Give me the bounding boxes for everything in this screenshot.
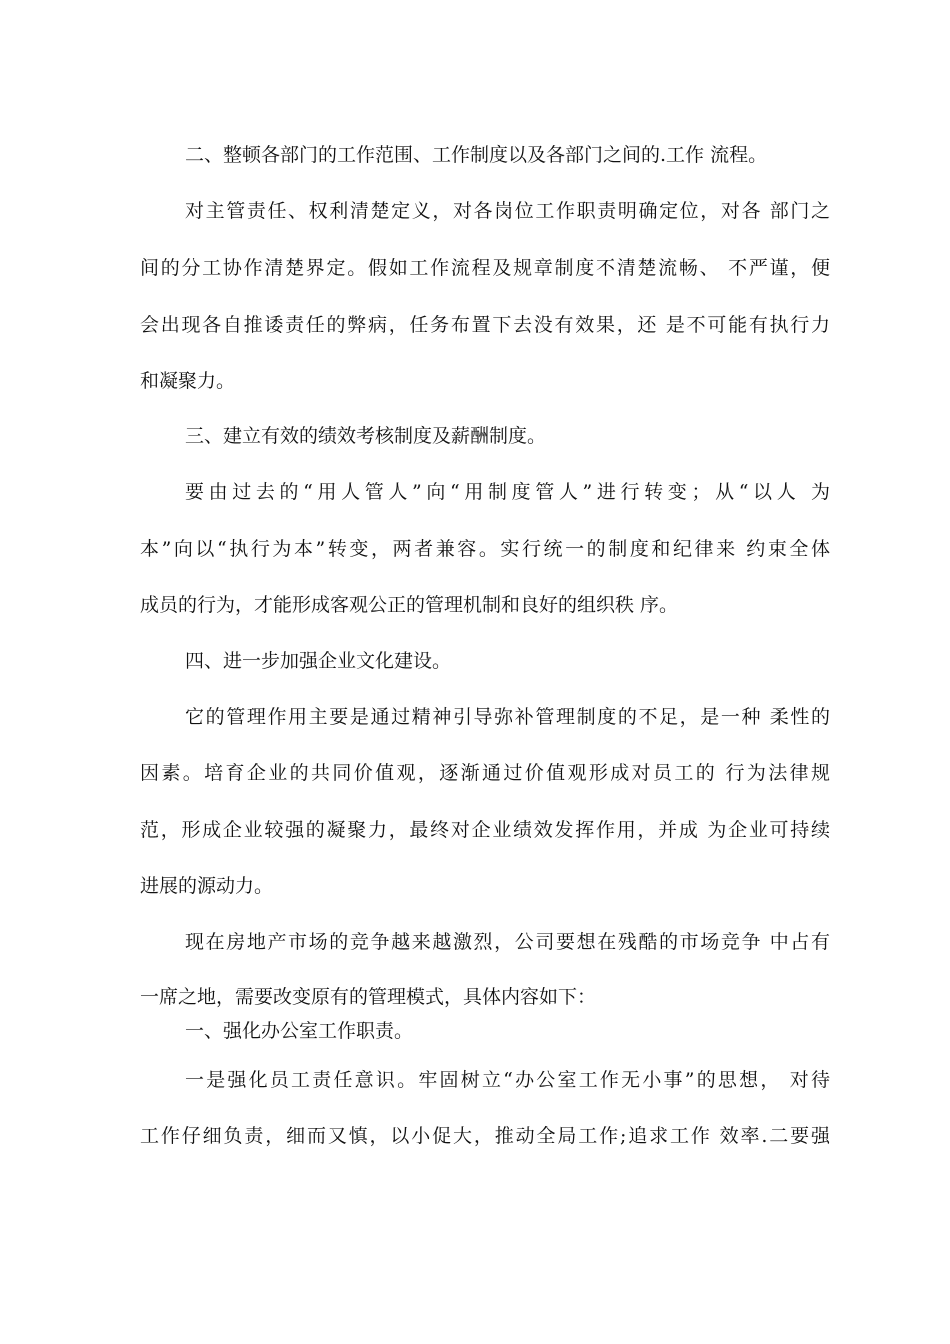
heading-1: 一、强化办公室工作职责。 xyxy=(185,1020,414,1042)
heading-4: 四、进一步加强企业文化建设。 xyxy=(185,650,452,672)
paragraph-line: 工作仔细负责，细而又慎，以小促大，推动全局工作;追求工作 效率.二要强 xyxy=(140,1125,830,1147)
paragraph-line: 现在房地产市场的竞争越来越激烈，公司要想在残酷的市场竞争 中占有 xyxy=(185,931,830,953)
paragraph-line: 范，形成企业较强的凝聚力，最终对企业绩效发挥作用，并成 为企业可持续 xyxy=(140,819,830,841)
paragraph-line: 对主管责任、权利清楚定义，对各岗位工作职责明确定位，对各 部门之 xyxy=(185,200,830,222)
paragraph-line: 会出现各自推诿责任的弊病，任务布置下去没有效果，还 是不可能有执行力 xyxy=(140,314,830,336)
paragraph-line: 因素。培育企业的共同价值观，逐渐通过价值观形成对员工的 行为法律规 xyxy=(140,762,830,784)
paragraph-line: 要由过去的“用人管人”向“用制度管人”进行转变；从“以人 为 xyxy=(185,481,830,503)
paragraph-line: 和凝聚力。 xyxy=(140,370,236,392)
paragraph-line: 本”向以“执行为本”转变，两者兼容。实行统一的制度和纪律来 约束全体 xyxy=(140,538,830,560)
paragraph-line: 一是强化员工责任意识。牢固树立“办公室工作无小事”的思想， 对待 xyxy=(185,1069,830,1091)
paragraph-line: 间的分工协作清楚界定。假如工作流程及规章制度不清楚流畅、 不严谨，便 xyxy=(140,257,830,279)
paragraph-line: 进展的源动力。 xyxy=(140,875,274,897)
paragraph-line: 成员的行为，才能形成客观公正的管理机制和良好的组织秩 序。 xyxy=(140,594,679,616)
paragraph-line: 一席之地，需要改变原有的管理模式，具体内容如下： xyxy=(140,986,597,1008)
paragraph-line: 它的管理作用主要是通过精神引导弥补管理制度的不足，是一种 柔性的 xyxy=(185,706,830,728)
heading-2: 二、整顿各部门的工作范围、工作制度以及各部门之间的.工作 流程。 xyxy=(185,144,768,166)
heading-3: 三、建立有效的绩效考核制度及薪酬制度。 xyxy=(185,425,547,447)
